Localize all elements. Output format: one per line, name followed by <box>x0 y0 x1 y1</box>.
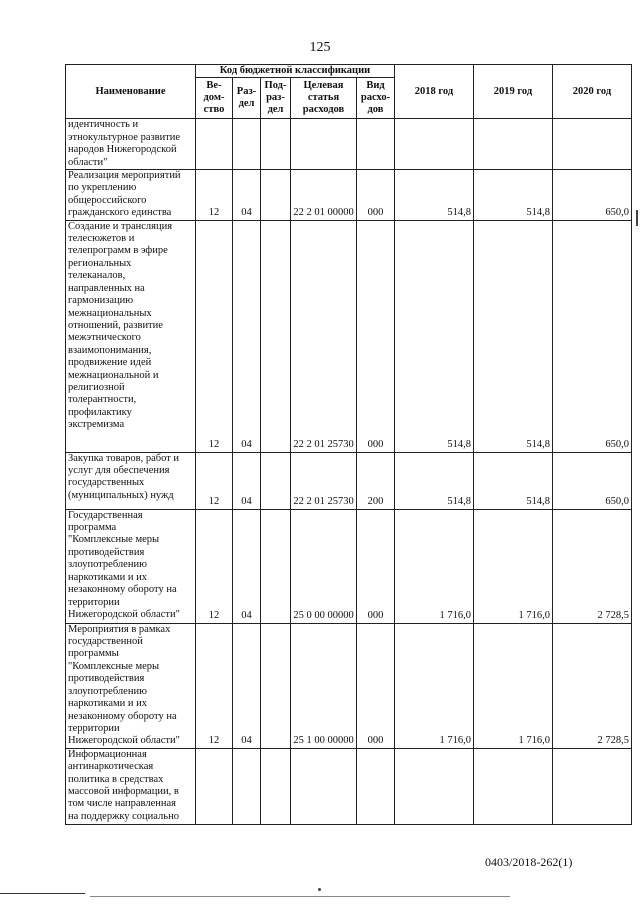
row-2020: 2 728,5 <box>553 623 632 748</box>
row-2018 <box>395 119 474 170</box>
row-tselevaya: 25 0 00 00000 <box>291 509 357 623</box>
table-header <box>66 65 632 119</box>
scan-artifact-mark <box>636 210 638 226</box>
row-tselevaya: 22 2 01 00000 <box>291 170 357 221</box>
table-row <box>66 170 632 221</box>
row-razdel: 04 <box>233 623 261 748</box>
table-row <box>66 509 632 623</box>
header-2020: 2020 год <box>553 65 632 119</box>
header-name: Наименование <box>66 65 196 119</box>
row-2020 <box>553 119 632 170</box>
row-name: Мероприятия в рамках государственной программы "Комплексные меры противодействия злоупотреблению наркотиками и их незаконному обороту на территории Нижегородской области" <box>66 623 196 748</box>
row-ved: 12 <box>196 220 233 452</box>
row-2020: 650,0 <box>553 170 632 221</box>
table-row <box>66 748 632 824</box>
scan-artifact-dot <box>318 888 321 891</box>
table-row <box>66 452 632 509</box>
row-name: идентичность и этнокультурное развитие народов Нижегородской области" <box>66 119 196 170</box>
row-tselevaya: 25 1 00 00000 <box>291 623 357 748</box>
row-tselevaya <box>291 748 357 824</box>
header-vid: Вид расхо- дов <box>357 78 395 119</box>
row-podrazdel <box>261 170 291 221</box>
row-2019: 514,8 <box>474 452 553 509</box>
row-podrazdel <box>261 509 291 623</box>
row-ved: 12 <box>196 509 233 623</box>
row-2019: 1 716,0 <box>474 509 553 623</box>
row-razdel: 04 <box>233 452 261 509</box>
budget-table <box>65 64 632 825</box>
document-code: 0403/2018-262(1) <box>485 855 573 869</box>
row-razdel: 04 <box>233 220 261 452</box>
header-code-group: Код бюджетной классификации <box>196 65 395 78</box>
row-ved: 12 <box>196 623 233 748</box>
row-podrazdel <box>261 119 291 170</box>
row-2019 <box>474 748 553 824</box>
row-name: Государственная программа "Комплексные меры противодействия злоупотреблению наркотиками и их незаконному обороту на территории Нижегородской области" <box>66 509 196 623</box>
row-vid: 000 <box>357 509 395 623</box>
row-2019: 514,8 <box>474 220 553 452</box>
row-tselevaya: 22 2 01 25730 <box>291 220 357 452</box>
header-2019: 2019 год <box>474 65 553 119</box>
row-vid: 200 <box>357 452 395 509</box>
row-2018: 1 716,0 <box>395 509 474 623</box>
row-ved: 12 <box>196 452 233 509</box>
row-vid: 000 <box>357 220 395 452</box>
row-2020 <box>553 748 632 824</box>
row-vid <box>357 119 395 170</box>
header-podrazdel: Под- раз- дел <box>261 78 291 119</box>
table-row <box>66 220 632 452</box>
row-2018: 514,8 <box>395 220 474 452</box>
row-ved <box>196 119 233 170</box>
row-ved <box>196 748 233 824</box>
row-podrazdel <box>261 623 291 748</box>
row-tselevaya: 22 2 01 25730 <box>291 452 357 509</box>
row-razdel: 04 <box>233 509 261 623</box>
row-vid: 000 <box>357 170 395 221</box>
scan-artifact-line <box>90 896 510 897</box>
row-tselevaya <box>291 119 357 170</box>
row-razdel <box>233 119 261 170</box>
row-2020: 650,0 <box>553 220 632 452</box>
row-2019: 1 716,0 <box>474 623 553 748</box>
row-2018: 1 716,0 <box>395 623 474 748</box>
row-2019 <box>474 119 553 170</box>
row-2019: 514,8 <box>474 170 553 221</box>
page-number: 125 <box>309 40 331 55</box>
row-podrazdel <box>261 220 291 452</box>
row-razdel: 04 <box>233 170 261 221</box>
row-2018: 514,8 <box>395 452 474 509</box>
row-podrazdel <box>261 748 291 824</box>
row-vid: 000 <box>357 623 395 748</box>
table-row <box>66 623 632 748</box>
header-2018: 2018 год <box>395 65 474 119</box>
header-razdel: Раз- дел <box>233 78 261 119</box>
row-2018 <box>395 748 474 824</box>
table-row <box>66 119 632 170</box>
row-2020: 650,0 <box>553 452 632 509</box>
row-vid <box>357 748 395 824</box>
row-ved: 12 <box>196 170 233 221</box>
row-name: Создание и трансляция телесюжетов и телепрограмм в эфире региональных телеканалов, направленных на гармонизацию межнациональных отношений, развитие межэтнического взаимопонимания, продвижение идей межнациональной и религиозной толерантности, профилактику экстремизма <box>66 220 196 452</box>
scan-artifact-line <box>0 893 85 894</box>
row-name: Реализация мероприятий по укреплению общероссийского гражданского единства <box>66 170 196 221</box>
row-razdel <box>233 748 261 824</box>
row-name: Закупка товаров, работ и услуг для обеспечения государственных (муниципальных) нужд <box>66 452 196 509</box>
row-2020: 2 728,5 <box>553 509 632 623</box>
row-name: Информационная антинаркотическая политика в средствах массовой информации, в том числе направленная на поддержку социально <box>66 748 196 824</box>
row-2018: 514,8 <box>395 170 474 221</box>
header-tselevaya: Целевая статья расходов <box>291 78 357 119</box>
row-podrazdel <box>261 452 291 509</box>
header-vedomstvo: Ве- дом- ство <box>196 78 233 119</box>
